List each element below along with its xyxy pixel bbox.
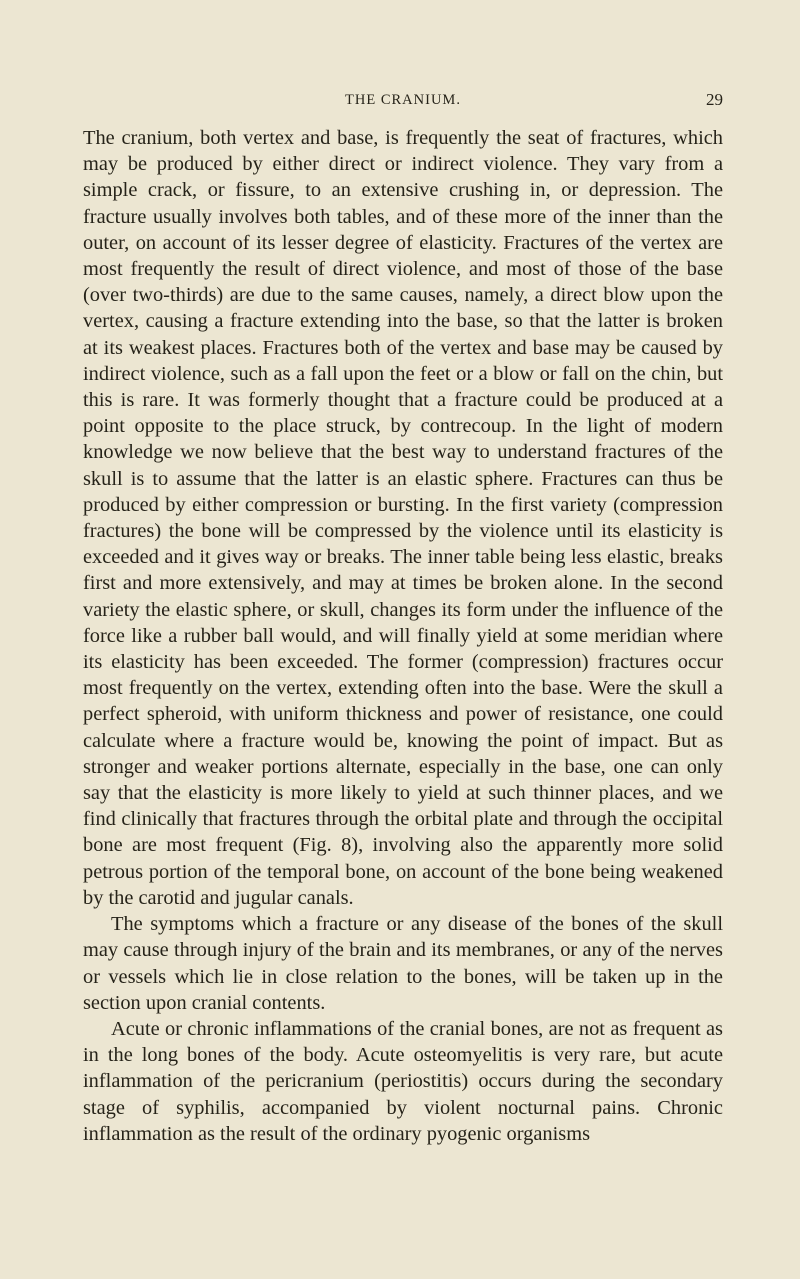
paragraph-inflammations: Acute or chronic inflammations of the cranial bones, are not as frequent as in the long bones of the body. Acute osteomyelitis is very rare, but acute inflammation of the pericranium (periostitis) occurs during the secondary stage of syphilis, accompanied by violent nocturnal pains. Chronic inflammation as the result of the ordinary pyogenic organisms xyxy=(83,1017,723,1145)
paragraph-fractures: The cranium, both vertex and base, is frequently the seat of fractures, which may be produced by either direct or indirect violence. They vary from a simple crack, or fissure, to an extensive crushing in, or depression. The fracture usually involves both tables, and of these more of the inner than the outer, on account of its lesser degree of elasticity. Fractures of the vertex are most frequently the result of direct violence, and most of those of the base (over two-thirds) are due to the same causes, namely, a direct blow upon the vertex, causing a fracture extending into the base, so that the latter is broken at its weakest places. Fractures both of the vertex and base may be caused by indirect violence, such as a fall upon the feet or a blow or fall on the chin, but this is rare. It was formerly thought that a fracture could be produced at a point opposite to the place struck, by contrecoup. In the light of modern knowledge we now believe that the best way to understand fractures of the skull is to assume that the latter is an elastic sphere. Fractures can thus be produced by either compression or bursting. In the first variety (compression fractures) the bone will be compressed by the violence until its elasticity is exceeded and it gives way or breaks. The inner table being less elastic, breaks first and more extensively, and may at times be broken alone. In the second variety the elastic sphere, or skull, changes its form under the influence of the force like a rubber ball would, and will finally yield at some meridian where its elasticity has been exceeded. The former (compression) fractures occur most frequently on the vertex, extending often into the base. Were the skull a perfect spheroid, with uniform thickness and power of resistance, one could calculate where a fracture would be, knowing the point of impact. But as stronger and weaker portions alternate, especially in the base, one can only say that the elasticity is more likely to yield at such thinner places, and we find clinically that fractures through the orbital plate and through the occipital bone are most frequent (Fig. 8), involving also the apparently more solid petrous portion of the temporal bone, on account of the bone being weakened by the carotid and jugular canals. xyxy=(83,127,723,909)
running-title: THE CRANIUM. xyxy=(345,92,461,108)
running-head xyxy=(83,88,723,112)
body-text xyxy=(83,125,723,1147)
page-number: 29 xyxy=(706,90,723,109)
paragraph-symptoms: The symptoms which a fracture or any disease of the bones of the skull may cause through injury of the brain and its membranes, or any of the nerves or vessels which lie in close relation to the bones, will be taken up in the section upon cranial contents. xyxy=(83,913,723,1014)
